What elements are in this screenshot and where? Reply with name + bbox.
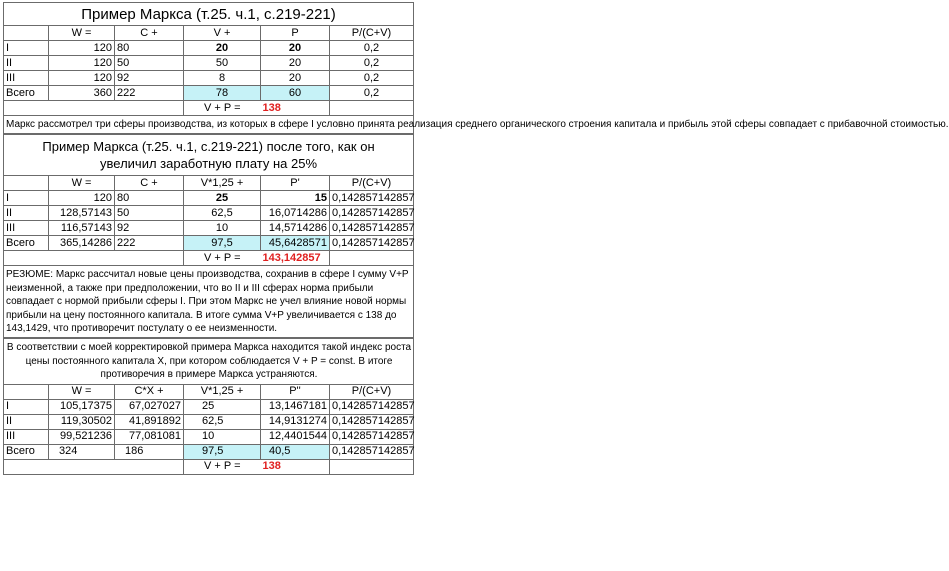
table-row [4,56,414,71]
header-cell[interactable] [4,176,49,191]
cell[interactable]: 0,2 [330,41,414,56]
sum-label[interactable]: V + P = [184,459,261,474]
header-cell[interactable]: P/(C+V) [330,384,414,399]
table-block1 [3,2,949,134]
cell[interactable]: I [4,399,49,414]
table-header-row [4,384,414,399]
sum-value[interactable]: 138 [261,101,330,116]
cell[interactable]: 0,142857142857 [330,444,414,459]
sum-label[interactable]: V + P = [184,251,261,266]
header-cell[interactable]: P'' [261,384,330,399]
cell[interactable]: 20 [261,71,330,86]
header-cell[interactable] [4,26,49,41]
cell[interactable]: 365,14286 [49,236,115,251]
cell[interactable]: 119,30502 [49,414,115,429]
cell[interactable]: 120 [49,56,115,71]
header-cell[interactable] [4,384,49,399]
table-row-total [4,444,414,459]
cell[interactable]: 186 [115,444,184,459]
cell[interactable] [4,101,184,116]
cell[interactable]: 0,142857142857 [330,399,414,414]
block2-title[interactable]: Пример Маркса (т.25. ч.1, с.219-221) после того, как он увеличил заработную плату на 25% [4,135,414,176]
cell[interactable]: I [4,41,49,56]
header-cell[interactable]: P' [261,176,330,191]
cell[interactable]: 60 [261,86,330,101]
cell[interactable]: III [4,71,49,86]
cell[interactable]: 0,142857142857 [330,206,414,221]
cell[interactable]: 105,17375 [49,399,115,414]
cell[interactable]: 41,891892 [115,414,184,429]
cell[interactable]: 360 [49,86,115,101]
cell[interactable]: 13,1467181 [261,399,330,414]
cell[interactable]: II [4,56,49,71]
cell[interactable]: 324 [49,444,115,459]
cell[interactable]: 0,2 [330,86,414,101]
header-cell[interactable]: W = [49,26,115,41]
cell[interactable]: 78 [184,86,261,101]
table-row [4,206,414,221]
cell[interactable]: 20 [184,41,261,56]
header-cell[interactable]: C + [115,26,184,41]
cell[interactable]: 222 [115,236,184,251]
cell[interactable] [330,101,414,116]
cell[interactable]: 80 [115,41,184,56]
cell[interactable]: 0,2 [330,56,414,71]
table-row [4,399,414,414]
table-block2 [3,134,414,338]
cell[interactable]: 92 [115,71,184,86]
table-row [4,221,414,236]
table-header-row [4,26,414,41]
cell[interactable] [330,459,414,474]
cell[interactable]: 128,57143 [49,206,115,221]
cell[interactable]: 45,6428571 [261,236,330,251]
sum-label[interactable]: V + P = [184,101,261,116]
header-cell[interactable]: V*1,25 + [184,176,261,191]
sum-row [4,101,414,116]
table-row [4,71,414,86]
cell[interactable]: 120 [49,191,115,206]
cell[interactable]: 50 [184,56,261,71]
cell[interactable]: 50 [115,56,184,71]
table-row [4,429,414,444]
cell[interactable]: 97,5 [184,236,261,251]
cell[interactable]: 99,521236 [49,429,115,444]
header-cell[interactable]: V*1,25 + [184,384,261,399]
cell[interactable]: 20 [261,56,330,71]
cell[interactable]: 0,142857142857 [330,221,414,236]
header-cell[interactable]: W = [49,176,115,191]
table-row [4,414,414,429]
cell[interactable]: 67,027027 [115,399,184,414]
cell[interactable]: 14,9131274 [261,414,330,429]
block1-text[interactable]: Маркс рассмотрел три сферы производства, из которых в сфере I условно принята реализация среднего органического строения капитала и прибыль этой сферы совпадает с прибавочной стоимостью. [4,116,414,134]
cell[interactable] [4,251,184,266]
cell[interactable]: Всего [4,444,49,459]
sum-value[interactable]: 138 [261,459,330,474]
cell[interactable]: 15 [261,191,330,206]
table-row [4,41,414,56]
header-cell[interactable]: C + [115,176,184,191]
cell[interactable] [4,459,184,474]
cell[interactable]: 0,142857142857 [330,429,414,444]
table-row-total [4,236,414,251]
cell[interactable]: 25 [184,191,261,206]
cell[interactable]: 120 [49,41,115,56]
cell[interactable]: Всего [4,236,49,251]
cell[interactable]: 16,0714286 [261,206,330,221]
sum-value[interactable]: 143,142857 [261,251,330,266]
sum-row [4,251,414,266]
sum-row [4,459,414,474]
cell[interactable]: 10 [184,221,261,236]
cell[interactable] [330,251,414,266]
table-block3 [3,338,414,474]
cell[interactable]: 0,142857142857 [330,236,414,251]
cell[interactable]: 0,142857142857 [330,191,414,206]
spreadsheet [3,2,949,475]
cell[interactable]: 12,4401544 [261,429,330,444]
header-cell[interactable]: W = [49,384,115,399]
cell[interactable]: 62,5 [184,206,261,221]
cell[interactable]: 77,081081 [115,429,184,444]
cell[interactable]: 222 [115,86,184,101]
header-cell[interactable]: C*X + [115,384,184,399]
cell[interactable]: 8 [184,71,261,86]
table-header-row [4,176,414,191]
cell[interactable]: III [4,221,49,236]
cell[interactable]: I [4,191,49,206]
cell[interactable]: 0,142857142857 [330,414,414,429]
cell[interactable]: 50 [115,206,184,221]
table-row-total [4,86,414,101]
cell[interactable]: 97,5 [184,444,261,459]
block1-title[interactable]: Пример Маркса (т.25. ч.1, с.219-221) [4,3,414,26]
header-cell[interactable]: P [261,26,330,41]
cell[interactable]: III [4,429,49,444]
cell[interactable]: Всего [4,86,49,101]
cell[interactable]: 116,57143 [49,221,115,236]
header-cell[interactable]: P/(C+V) [330,176,414,191]
block3-text[interactable]: В соответствии с моей корректировкой примера Маркса находится такой индекс роста цены постоянного капитала X, при котором соблюдается V + P = const. В итоге противоречия в примере Маркса устраняются. [4,339,414,384]
cell[interactable]: 40,5 [261,444,330,459]
header-cell[interactable]: V + [184,26,261,41]
cell[interactable]: 10 [184,429,261,444]
header-cell[interactable]: P/(C+V) [330,26,414,41]
cell[interactable]: II [4,414,49,429]
cell[interactable]: 20 [261,41,330,56]
block2-text[interactable]: РЕЗЮМЕ: Маркс рассчитал новые цены производства, сохранив в сфере I сумму V+P неизменной, а также при предположении, что во II и III сферах норма прибыли совпадает с нормой прибыли сферы I. При этом Маркс не учел влияние новой нормы прибыли на цену постоянного капитала. В итоге сумма V+P увеличивается с 138 до 143,1429, что противоречит постулату о ее неизменности. [4,266,414,338]
table-row [4,191,414,206]
cell[interactable]: 25 [184,399,261,414]
cell[interactable]: II [4,206,49,221]
cell[interactable]: 0,2 [330,71,414,86]
cell[interactable]: 14,5714286 [261,221,330,236]
cell[interactable]: 62,5 [184,414,261,429]
cell[interactable]: 92 [115,221,184,236]
cell[interactable]: 80 [115,191,184,206]
cell[interactable]: 120 [49,71,115,86]
